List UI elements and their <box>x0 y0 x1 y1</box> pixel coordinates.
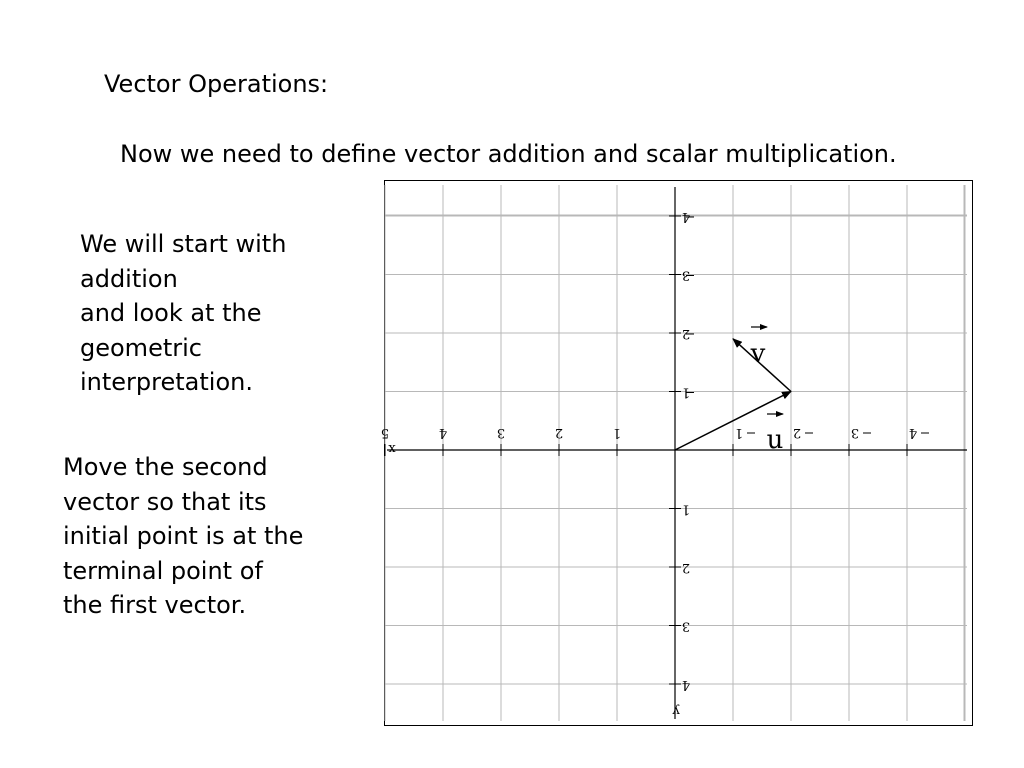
text-line: We will start with <box>80 230 287 258</box>
move-vector-text <box>63 450 303 623</box>
y-tick-label: 3 <box>681 618 691 634</box>
y-axis-label: y <box>672 703 680 718</box>
y-tick-label: 1 <box>681 501 691 517</box>
text-line: addition <box>80 264 178 293</box>
slide-title: Vector Operations: <box>104 70 329 98</box>
y-tick-label: 2 <box>681 326 691 341</box>
y-tick-label: 2 <box>681 560 691 575</box>
vector-u-label: u <box>766 425 784 455</box>
text-line: interpretation. <box>80 368 253 396</box>
x-tick-label: 5 <box>380 425 390 440</box>
text-line: the first vector. <box>63 591 247 619</box>
tick-labels <box>381 209 929 718</box>
coordinate-grid <box>380 181 972 725</box>
text-line: geometric <box>80 333 202 362</box>
x-tick-label: 3 <box>496 425 506 440</box>
x-tick-label: 4 <box>908 425 918 440</box>
x-axis-label: x <box>388 441 396 456</box>
x-tick-label: 3 <box>850 425 860 440</box>
vector-v-label: v <box>750 339 766 369</box>
text-line: initial point is at the <box>63 522 304 550</box>
grid-lines <box>385 185 967 721</box>
x-tick-label: 2 <box>554 425 564 440</box>
text-line: and look at the <box>80 299 262 327</box>
x-tick-label: 4 <box>438 425 448 440</box>
text-line: terminal point of <box>63 556 263 585</box>
x-tick-label: 1 <box>734 425 744 440</box>
y-tick-label: 4 <box>681 209 691 224</box>
y-tick-label: 4 <box>681 677 691 692</box>
y-tick-label: 1 <box>681 384 691 400</box>
addition-intro-text <box>80 227 286 400</box>
y-tick-label: 3 <box>681 267 691 283</box>
x-tick-label: 2 <box>792 425 802 440</box>
text-line: vector so that its <box>63 487 267 516</box>
text-line: Move the second <box>63 453 268 481</box>
graph-frame <box>380 180 973 726</box>
slide-subtitle: Now we need to define vector addition and scalar multiplication. <box>120 140 897 168</box>
x-tick-label: 1 <box>612 425 622 440</box>
axes <box>387 187 967 719</box>
